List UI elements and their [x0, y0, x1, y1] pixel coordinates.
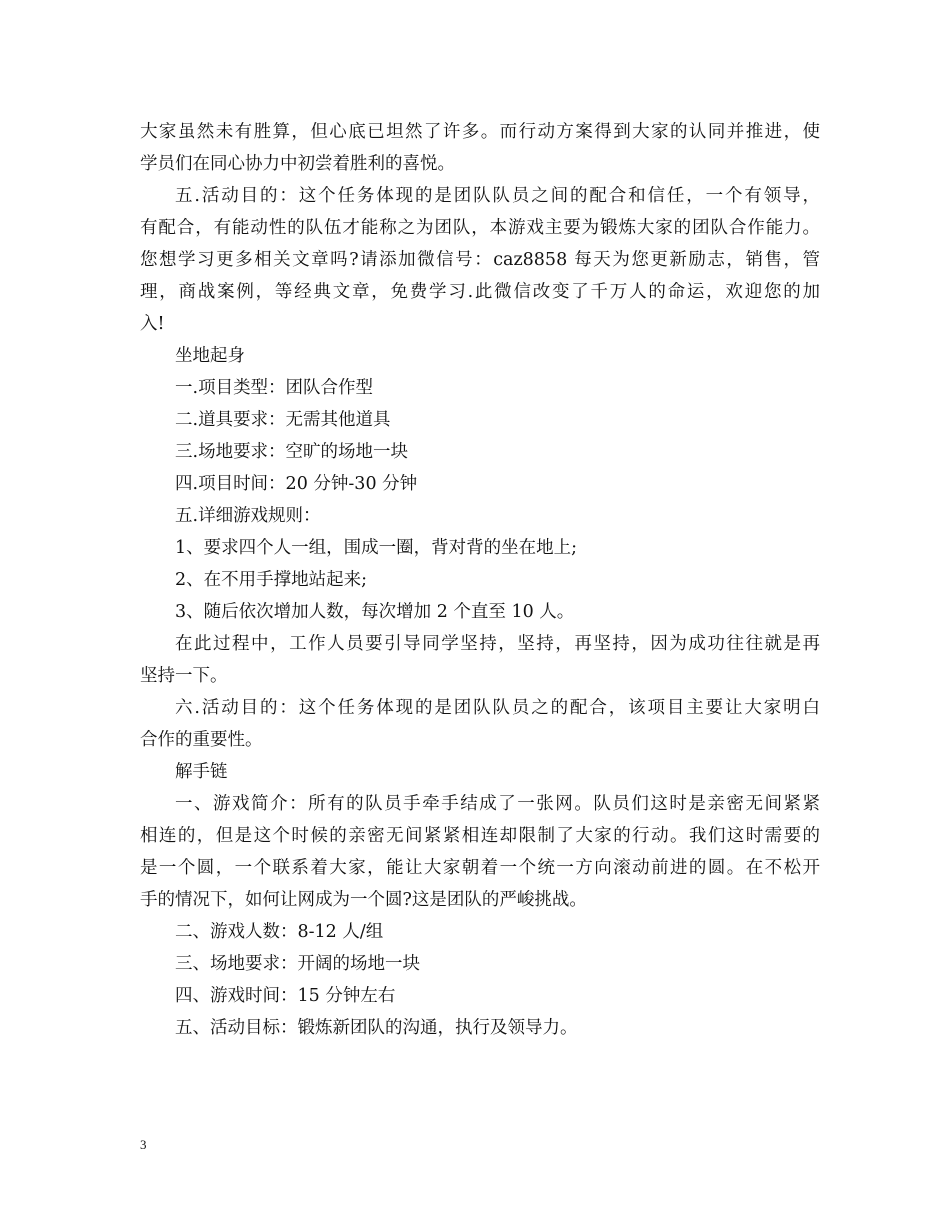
text-line: 三、场地要求：开阔的场地一块: [175, 954, 420, 974]
text-line: 理，商战案例，等经典文章，免费学习.此微信改变了千万人的命运，欢迎您的加: [140, 282, 820, 302]
page-number: 3: [140, 1137, 147, 1152]
text-line: 一、游戏简介：所有的队员手牵手结成了一张网。队员们这时是亲密无间紧紧: [175, 794, 820, 814]
text-line: 六.活动目的：这个任务体现的是团队队员之的配合，该项目主要让大家明白: [175, 698, 820, 718]
text-line: 1、要求四个人一组，围成一圈，背对背的坐在地上;: [175, 538, 578, 558]
text-line: 3、随后依次增加人数，每次增加 2 个直至 10 人。: [175, 602, 575, 622]
text-line: 五.详细游戏规则：: [175, 506, 321, 526]
text-line: 在此过程中，工作人员要引导同学坚持，坚持，再坚持，因为成功往往就是再: [175, 634, 820, 654]
text-line: 四、游戏时间：15 分钟左右: [175, 986, 396, 1006]
text-line: 相连的，但是这个时候的亲密无间紧紧相连却限制了大家的行动。我们这时需要的: [140, 826, 820, 846]
text-line: 二.道具要求：无需其他道具: [175, 410, 391, 430]
text-line: 三.场地要求：空旷的场地一块: [175, 442, 409, 462]
text-line: 二、游戏人数：8-12 人/组: [175, 922, 384, 942]
text-line: 五.活动目的：这个任务体现的是团队队员之间的配合和信任，一个有领导，: [175, 186, 820, 206]
text-line: 合作的重要性。: [140, 730, 263, 750]
text-line: 坚持一下。: [140, 666, 228, 686]
text-line: 解手链: [175, 762, 228, 782]
document-body: [140, 116, 820, 1044]
text-line: 2、在不用手撑地站起来;: [175, 570, 368, 590]
text-line: 五、活动目标：锻炼新团队的沟通，执行及领导力。: [175, 1018, 578, 1038]
text-line: 大家虽然未有胜算，但心底已坦然了许多。而行动方案得到大家的认同并推进，使: [140, 122, 820, 142]
text-line: 入!: [140, 314, 165, 334]
text-line: 手的情况下，如何让网成为一个圆?这是团队的严峻挑战。: [140, 890, 587, 910]
text-line: 有配合，有能动性的队伍才能称之为团队，本游戏主要为锻炼大家的团队合作能力。: [140, 218, 820, 238]
text-line: 您想学习更多相关文章吗?请添加微信号：caz8858 每天为您更新励志，销售，管: [140, 250, 820, 270]
text-line: 一.项目类型：团队合作型: [175, 378, 374, 398]
text-line: 坐地起身: [175, 346, 245, 366]
text-line: 四.项目时间：20 分钟-30 分钟: [175, 474, 418, 494]
text-line: 学员们在同心协力中初尝着胜利的喜悦。: [140, 154, 455, 174]
text-line: 是一个圆，一个联系着大家，能让大家朝着一个统一方向滚动前进的圆。在不松开: [140, 858, 820, 878]
